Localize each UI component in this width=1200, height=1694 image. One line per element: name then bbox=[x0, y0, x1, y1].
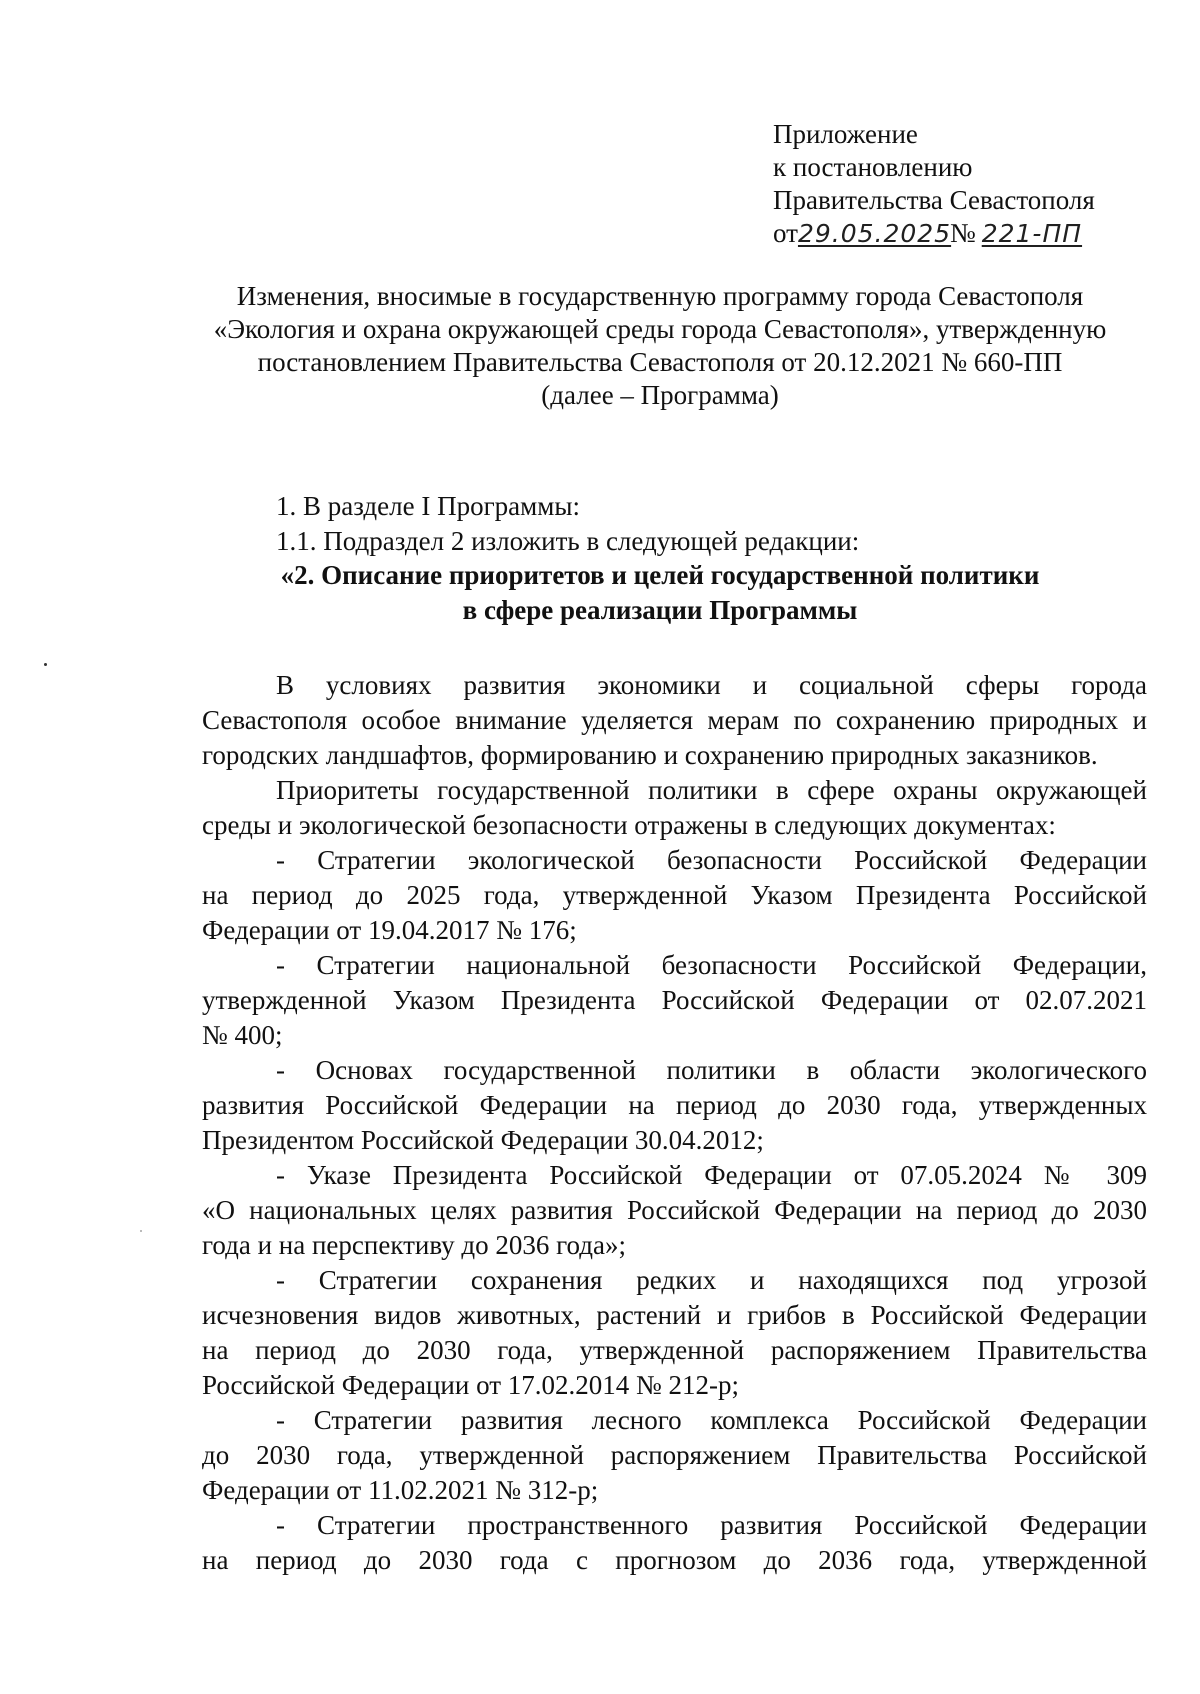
text-line: на период до 2025 года, утвержденной Указом Президента Российской bbox=[202, 880, 1147, 910]
text-line: - Стратегии сохранения редких и находящихся под угрозой bbox=[276, 1265, 1147, 1295]
subsection-line: «2. Описание приоритетов и целей государственной политики bbox=[280, 560, 1040, 590]
list-item-national-security bbox=[202, 948, 1147, 1053]
text-line: - Стратегии экологической безопасности Российской Федерации bbox=[276, 845, 1147, 875]
item-1: 1. В разделе I Программы: bbox=[276, 491, 580, 521]
text-line: Президентом Российской Федерации 30.04.2012; bbox=[202, 1125, 764, 1155]
appendix-date-line bbox=[773, 217, 1102, 250]
text-line: - Основах государственной политики в области экологического bbox=[276, 1055, 1147, 1085]
text-line: Севастополя особое внимание уделяется мерам по сохранению природных и bbox=[202, 705, 1147, 735]
list-item-spatial-development bbox=[202, 1508, 1147, 1578]
title-line: постановлением Правительства Севастополя от 20.12.2021 № 660-ПП bbox=[257, 347, 1063, 377]
appendix-header bbox=[773, 118, 1102, 250]
subsection-title bbox=[180, 558, 1140, 628]
scan-speck bbox=[140, 1230, 142, 1232]
text-line: среды и экологической безопасности отражены в следующих документах: bbox=[202, 810, 1056, 840]
date-prefix: от bbox=[773, 218, 798, 248]
text-line: развития Российской Федерации на период до 2030 года, утвержденных bbox=[202, 1090, 1147, 1120]
text-line: городских ландшафтов, формированию и сохранению природных заказников. bbox=[202, 740, 1098, 770]
text-line: В условиях развития экономики и социальной сферы города bbox=[276, 670, 1147, 700]
text-line: Российской Федерации от 17.02.2014 № 212-р; bbox=[202, 1370, 740, 1400]
text-line: года и на перспективу до 2036 года»; bbox=[202, 1230, 626, 1260]
text-line: Федерации от 11.02.2021 № 312-р; bbox=[202, 1475, 599, 1505]
text-line: Федерации от 19.04.2017 № 176; bbox=[202, 915, 577, 945]
title-line: (далее – Программа) bbox=[541, 380, 779, 410]
handwritten-number: 221-ПП bbox=[981, 219, 1083, 248]
text-line: - Указе Президента Российской Федерации от 07.05.2024 № 309 bbox=[276, 1160, 1147, 1190]
text-line: - Стратегии развития лесного комплекса Российской Федерации bbox=[276, 1405, 1147, 1435]
paragraph-intro bbox=[202, 668, 1147, 773]
text-line: Приоритеты государственной политики в сфере охраны окружающей bbox=[276, 775, 1147, 805]
text-line: утвержденной Указом Президента Российской Федерации от 02.07.2021 bbox=[202, 985, 1147, 1015]
number-prefix: № bbox=[949, 218, 976, 248]
list-item-forest-complex bbox=[202, 1403, 1147, 1508]
item-1-1: 1.1. Подраздел 2 изложить в следующей редакции: bbox=[276, 526, 860, 556]
text-line: - Стратегии национальной безопасности Российской Федерации, bbox=[276, 950, 1147, 980]
list-item-presidential-decree bbox=[202, 1158, 1147, 1263]
text-line: на период до 2030 года, утвержденной распоряжением Правительства bbox=[202, 1335, 1147, 1365]
appendix-government: Правительства Севастополя bbox=[773, 185, 1095, 215]
text-line: «О национальных целях развития Российской Федерации на период до 2030 bbox=[202, 1195, 1147, 1225]
text-line: на период до 2030 года с прогнозом до 2036 года, утвержденной bbox=[202, 1545, 1147, 1575]
text-line: исчезновения видов животных, растений и грибов в Российской Федерации bbox=[202, 1300, 1147, 1330]
paragraph-priorities bbox=[202, 773, 1147, 843]
list-item-ecological-security bbox=[202, 843, 1147, 948]
title-line: «Экология и охрана окружающей среды города Севастополя», утвержденную bbox=[213, 314, 1107, 344]
text-line: № 400; bbox=[202, 1020, 283, 1050]
list-item-rare-species bbox=[202, 1263, 1147, 1403]
subsection-line: в сфере реализации Программы bbox=[462, 595, 858, 625]
title-line: Изменения, вносимые в государственную программу города Севастополя bbox=[236, 281, 1084, 311]
scan-speck bbox=[44, 663, 47, 666]
handwritten-date: 29.05.2025 bbox=[797, 219, 952, 248]
text-line: - Стратегии пространственного развития Российской Федерации bbox=[276, 1510, 1147, 1540]
list-item-ecological-development bbox=[202, 1053, 1147, 1158]
appendix-label: Приложение bbox=[773, 119, 918, 149]
document-title bbox=[180, 280, 1140, 412]
text-line: до 2030 года, утвержденной распоряжением Правительства Российской bbox=[202, 1440, 1147, 1470]
appendix-resolution: к постановлению bbox=[773, 152, 973, 182]
